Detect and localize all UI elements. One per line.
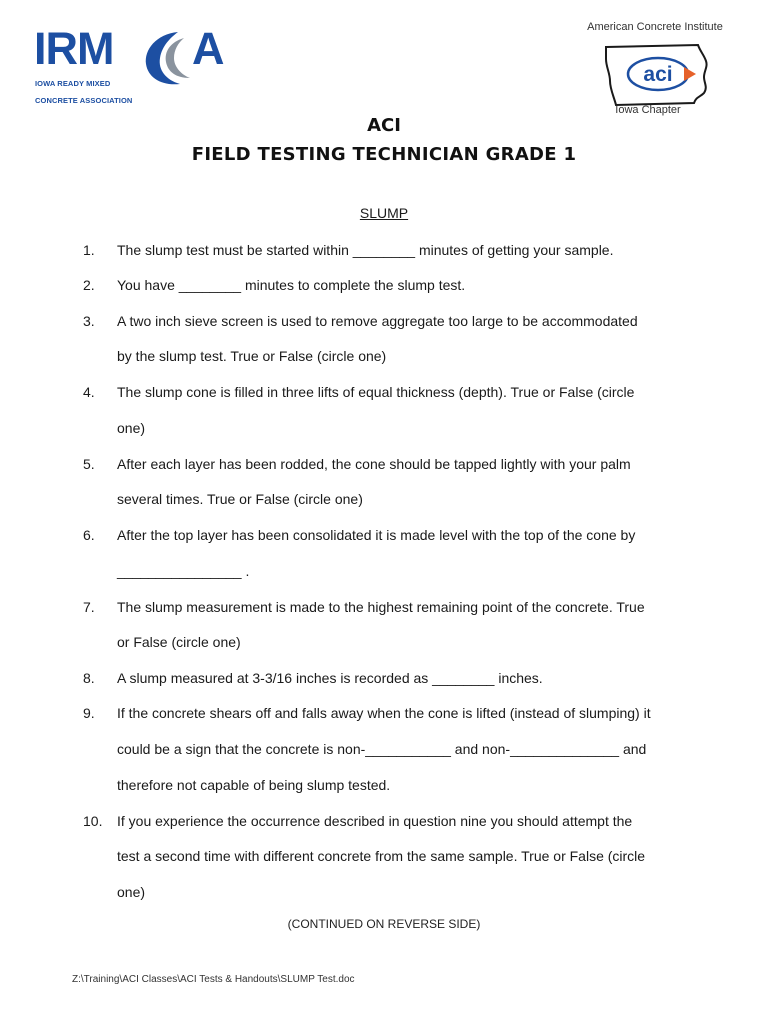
document-title: ACI — [367, 115, 401, 136]
irmca-logo-wordmark: IRM — [34, 23, 114, 74]
aci-iowa-chapter-logo — [570, 20, 740, 120]
question-text: After each layer has been rodded, the cone should be tapped lightly with your palm — [117, 456, 631, 472]
question-text: one) — [117, 420, 146, 436]
question-text: A two inch sieve screen is used to remove aggregate too large to be accommodated — [117, 313, 638, 329]
question-text: therefore not capable of being slump tested. — [117, 777, 391, 793]
file-path-footer: Z:\Training\ACI Classes\ACI Tests & Handouts\SLUMP Test.doc — [72, 974, 355, 985]
question-text: by the slump test. True or False (circle one) — [117, 348, 387, 364]
question-number: 7. — [83, 599, 95, 615]
question-text: one) — [117, 884, 146, 900]
question-text: several times. True or False (circle one) — [117, 491, 363, 507]
question-text: After the top layer has been consolidated it is made level with the top of the cone by — [117, 527, 636, 543]
question-number: 8. — [83, 670, 95, 686]
svg-text:aci: aci — [643, 63, 673, 86]
question-number: 4. — [83, 384, 95, 400]
aci-logo-top-text: American Concrete Institute — [587, 21, 723, 33]
question-number: 9. — [83, 705, 95, 721]
question-text: If the concrete shears off and falls away when the cone is lifted (instead of slumping) it — [117, 705, 651, 721]
question-text: A slump measured at 3-3/16 inches is recorded as ________ inches. — [117, 670, 543, 686]
question-number: 5. — [83, 456, 95, 472]
question-number: 6. — [83, 527, 95, 543]
irmca-logo-letter: A — [192, 23, 225, 74]
question-text: test a second time with different concrete from the same sample. True or False (circle — [117, 848, 646, 864]
question-text: or False (circle one) — [117, 634, 241, 650]
question-text: could be a sign that the concrete is non-___________ and non-______________ and — [117, 741, 647, 757]
question-text: You have ________ minutes to complete the slump test. — [117, 277, 466, 293]
question-number: 10. — [83, 813, 103, 829]
question-number: 3. — [83, 313, 95, 329]
section-heading: SLUMP — [359, 205, 409, 221]
question-text: If you experience the occurrence described in question nine you should attempt the — [117, 813, 633, 829]
question-text: The slump measurement is made to the highest remaining point of the concrete. True — [117, 599, 645, 615]
continued-note: (CONTINUED ON REVERSE SIDE) — [287, 917, 481, 931]
irmca-logo-subtitle: IOWA READY MIXED CONCRETE ASSOCIATION — [35, 78, 133, 105]
question-text: The slump test must be started within ________ minutes of getting your sample. — [117, 242, 614, 258]
question-number: 1. — [83, 242, 95, 258]
aci-logo-bottom-text: Iowa Chapter — [615, 104, 681, 116]
question-answer-blank: ________________ . — [117, 563, 250, 579]
document-subtitle: FIELD TESTING TECHNICIAN GRADE 1 — [191, 144, 577, 165]
question-number: 2. — [83, 277, 95, 293]
irmca-logo — [34, 23, 234, 105]
question-text: The slump cone is filled in three lifts of equal thickness (depth). True or False (circle — [117, 384, 635, 400]
